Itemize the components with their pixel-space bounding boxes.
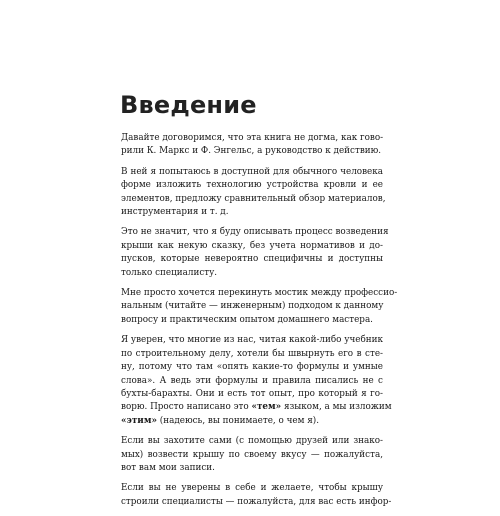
text-line: Я уверен, что многие из нас, читая какой-либо учебник xyxy=(121,335,383,346)
text-line: элементов, предложу сравнительный обзор материалов, xyxy=(121,193,386,204)
chapter-title: Введение xyxy=(120,91,257,119)
text-line: Если вы захотите сами (с помощью друзей или знако- xyxy=(121,436,383,447)
text-line: строили специалисты — пожалуйста, для вас есть инфор- xyxy=(121,496,392,507)
text-line: только специалисту. xyxy=(121,267,218,278)
text-line: ну, потому что там «опять какие-то формулы и умные xyxy=(121,362,383,373)
text-line: пусков, которые невероятно специфичны и доступны xyxy=(121,254,383,265)
text-line: нальным (читайте — инженерным) подходом к данному xyxy=(121,301,384,312)
paragraph xyxy=(121,226,389,280)
text-line: по строительному делу, хотели бы швырнуть его в сте- xyxy=(121,348,383,359)
paragraph xyxy=(121,482,392,509)
text-line: Если вы не уверены в себе и желаете, чтобы крышу xyxy=(121,483,383,494)
text-line: слова». А ведь эти формулы и правила писались не с xyxy=(121,375,383,386)
paragraph xyxy=(121,287,398,327)
text-line: В ней я попытаюсь в доступной для обычного человека xyxy=(121,166,383,177)
text-line: вот вам мои записи. xyxy=(121,462,215,473)
text-line: Это не значит, что я буду описывать процесс возведения xyxy=(121,227,389,238)
text-line: форме изложить технологию устройства кровли и ее xyxy=(121,180,383,191)
paragraph xyxy=(121,334,392,428)
text-line: крыши как некую сказку, без учета нормативов и до- xyxy=(121,240,383,251)
paragraph xyxy=(121,435,383,475)
text-line: инструментария и т. д. xyxy=(121,207,229,218)
text-line: Давайте договоримся, что эта книга не догма, как гово- xyxy=(121,133,384,143)
text-line: мых) возвести крышу по своему вкусу — пожалуйста, xyxy=(121,449,383,460)
text-line: ворю. Просто написано это «тем» языком, а мы изложим xyxy=(121,402,392,413)
text-line: вопросу и практическим опытом домашнего мастера. xyxy=(121,314,373,325)
text-line: рили К. Маркс и Ф. Энгельс, а руководство к действию. xyxy=(121,146,382,157)
chapter-body xyxy=(121,132,398,516)
paragraph xyxy=(121,166,386,220)
text-line: Мне просто хочется перекинуть мостик между профессио- xyxy=(121,288,398,299)
paragraph xyxy=(121,132,383,159)
text-line: бухты-барахты. Они и есть тот опыт, про который я го- xyxy=(121,388,383,399)
text-line: «этим» (надеюсь, вы понимаете, о чем я). xyxy=(121,415,320,426)
